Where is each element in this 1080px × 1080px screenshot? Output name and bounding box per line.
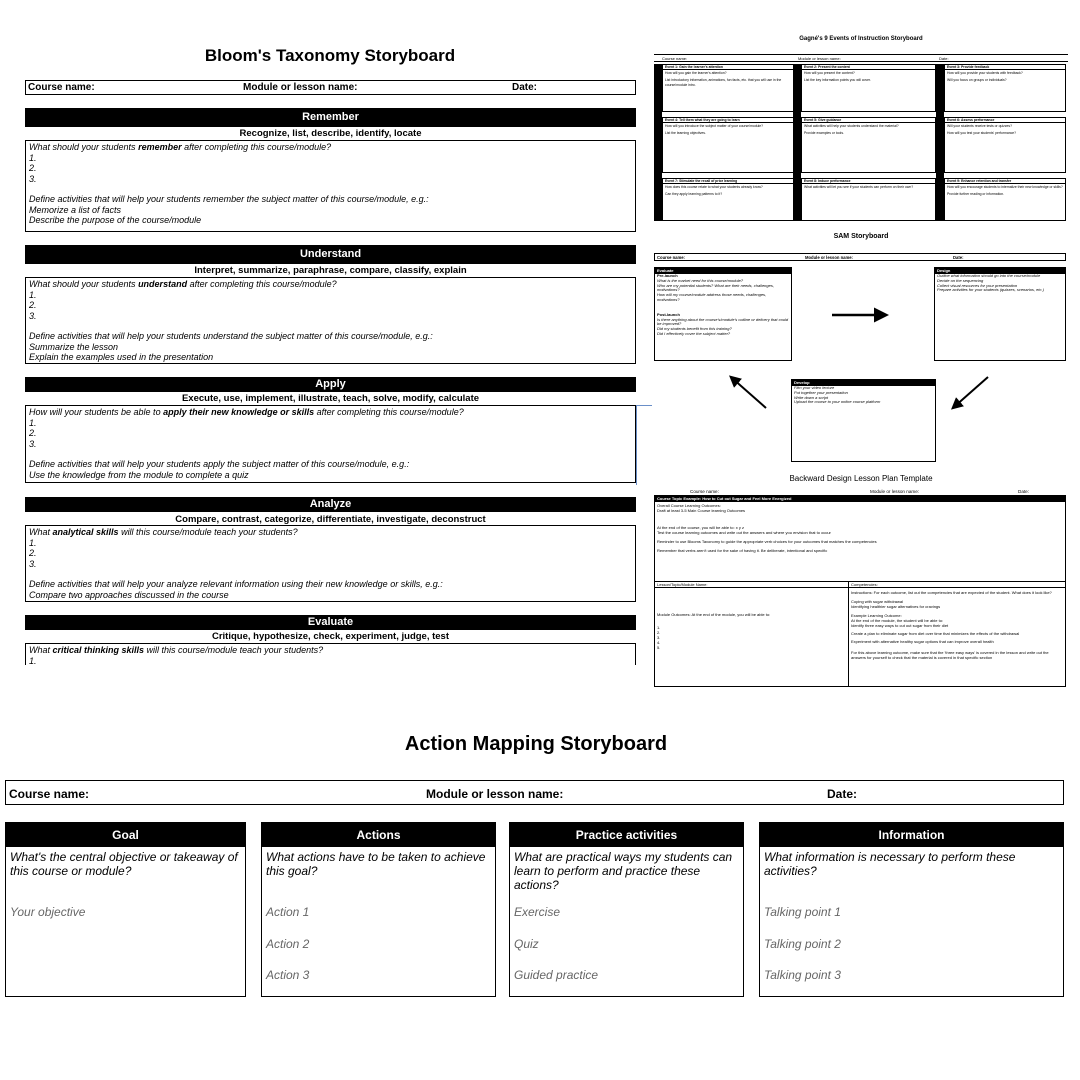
- evaluate-verbs: Critique, hypothesize, check, experiment, judge, test: [211, 631, 450, 642]
- analyze-question: What analytical skills will this course/module teach your students?: [29, 527, 298, 537]
- sam-design-header: Design: [935, 268, 1065, 274]
- remember-box: [25, 140, 636, 232]
- backward-topic: Course Topic Example: How to Cut out Sugar and Feel More Energized: [655, 496, 1065, 502]
- list-number: 1.: [29, 537, 37, 548]
- understand-example: Explain the examples used in the presentation: [29, 352, 214, 362]
- gagne-event-box: Event 3: Provide feedback How will you provide your students with feedback? Will you focus on groups or individuals?: [944, 64, 1066, 112]
- practice-header: Practice activities: [510, 823, 743, 847]
- analyze-box: [25, 525, 636, 602]
- remember-define: Define activities that will help your students remember the subject matter of this course/module, e.g.:: [29, 194, 429, 204]
- gagne-spine: [654, 64, 662, 221]
- gagne-date-label: Date:: [939, 56, 949, 61]
- gagne-spine: [936, 64, 944, 221]
- information-item: Talking point 1: [764, 905, 841, 919]
- remember-question: What should your students remember after completing this course/module?: [29, 142, 332, 152]
- list-number: 3.: [29, 173, 37, 184]
- practice-question: What are practical ways my students can learn to perform and practice these actions?: [514, 850, 733, 892]
- goal-question: What's the central objective or takeaway of this course or module?: [10, 850, 238, 878]
- analyze-example: Compare two approaches discussed in the course: [29, 589, 229, 600]
- list-number: 2.: [29, 300, 37, 310]
- apply-define: Define activities that will help your students apply the subject matter of this course/module, e.g.:: [29, 459, 410, 469]
- practice-item: Quiz: [514, 937, 539, 951]
- information-item: Talking point 2: [764, 937, 841, 951]
- list-number: 1.: [29, 289, 37, 300]
- actions-item: Action 1: [266, 905, 310, 919]
- list-number: 2.: [29, 163, 37, 173]
- arrow-down-left-icon: [954, 377, 988, 407]
- understand-header: Understand: [25, 245, 636, 264]
- remember-example: Describe the purpose of the course/module: [29, 215, 202, 225]
- sam-develop-box: Develop Film your video lecture Put together your presentation Write down a script Upload the course to your online course platform: [791, 379, 936, 462]
- list-number: 1.: [29, 152, 37, 163]
- blooms-course-label: Course name:: [28, 82, 95, 93]
- sam-info-row: [654, 253, 1066, 261]
- gagne-title: Gagné's 9 Events of Instruction Storyboard: [799, 36, 923, 42]
- sam-title: SAM Storyboard: [833, 233, 889, 240]
- gagne-module-label: Module or lesson name:: [798, 56, 841, 61]
- sam-course-label: Course name:: [657, 255, 685, 260]
- gagne-event-box: Event 1: Gain the learner's attention How will you gain the learner's attention? List introductory information, animations, fun facts, etc. that you will use in the course/module intro.: [662, 64, 797, 112]
- sam-evaluate-header: Evaluate: [655, 268, 791, 274]
- action-course-label: Course name:: [9, 787, 90, 801]
- action-mapping-title: Action Mapping Storyboard: [404, 733, 668, 755]
- gagne-event-box: Event 2: Present the content How will you present the content? List the key information points you will cover.: [801, 64, 936, 112]
- information-question: What information is necessary to perform these activities?: [764, 850, 1016, 878]
- selection-line: [636, 405, 652, 406]
- goal-item: Your objective: [10, 905, 86, 919]
- action-col-information: [759, 822, 1064, 997]
- list-number: 3.: [29, 438, 37, 449]
- blooms-storyboard: [0, 0, 650, 665]
- understand-question: What should your students understand after completing this course/module?: [29, 279, 337, 289]
- apply-header: Apply: [25, 377, 636, 392]
- information-item: Talking point 3: [764, 968, 841, 982]
- list-number: 3.: [29, 558, 37, 569]
- sam-date-label: Date:: [953, 255, 964, 260]
- blooms-module-label: Module or lesson name:: [243, 82, 358, 93]
- gagne-info-row: [654, 54, 1068, 62]
- backward-competencies-col: Competencies: Instructions: For each outcome, list out the competencies that are expected of the student. What does it look like? Coping with sugar withdrawal Identifying healthier sugar alternatives for cravings Example Learning Outcome: At the end of the module, the student will be able to: Identify three easy ways to cut out sugar from their diet Create a plan to eliminate sugar from diet over time that minimizes the effects of the withdrawal Experiment with alternative healthy sugar options that can improve overall health For this above learning outcome, make sure that the 'three easy ways' is covered in the lesson and write out the answers for yourself to check that the material is covered in that specific section: [849, 582, 1065, 686]
- goal-header: Goal: [6, 823, 245, 847]
- backward-date-label: Date:: [1018, 489, 1029, 494]
- information-header: Information: [760, 823, 1063, 847]
- gagne-course-label: Course name:: [662, 56, 688, 61]
- apply-box: [25, 405, 636, 483]
- understand-define: Define activities that will help your students understand the subject matter of this course/module, e.g.:: [29, 331, 433, 341]
- blooms-info-row: [25, 80, 636, 95]
- action-date-label: Date:: [827, 787, 858, 801]
- remember-verbs: Recognize, list, describe, identify, locate: [239, 128, 422, 139]
- apply-question: How will your students be able to apply their new knowledge or skills after completing this course/module?: [29, 407, 464, 417]
- evaluate-box: [25, 643, 636, 665]
- sam-develop-header: Develop: [792, 380, 935, 386]
- gagne-event-box: Event 4: Tell them what they are going to learn How will you introduce the subject matter of your course/module? List the learning objectives.: [662, 117, 797, 173]
- analyze-header: Analyze: [25, 497, 636, 512]
- action-mapping-info-row: [5, 780, 1064, 805]
- backward-module-label: Module or lesson name:: [870, 489, 920, 494]
- list-number: 2.: [29, 428, 37, 438]
- practice-item: Exercise: [514, 905, 561, 919]
- sam-design-box: Design Outline what information should go into the course/module Decide on the sequencing Collect visual resources for your presentation Prepare activities for your students (quizzes, scenarios, etc.): [934, 267, 1066, 361]
- blooms-title: Bloom's Taxonomy Storyboard: [204, 46, 456, 65]
- apply-verbs: Execute, use, implement, illustrate, teach, solve, modify, calculate: [181, 393, 480, 404]
- list-number: 1.: [29, 417, 37, 428]
- gagne-event-box: Event 7: Stimulate the recall of prior learning How does this course relate to what your students already know? Can they apply learning patterns to it?: [662, 178, 797, 221]
- remember-header: Remember: [25, 108, 636, 127]
- action-module-label: Module or lesson name:: [426, 787, 564, 801]
- backward-overall: Overall Course Learning Outcomes: Draft at least 3-5 Main Course learning Outcomes At the end of the course, you will be able to: x y z Test the course learning outcomes and write out the answers and where you envision that to occur Reminder to use Blooms Taxonomy to guide the appropriate verb choices for your outcomes that matches the competencies Remember that verbs aren't used for the sake of having it. Be deliberate, intentional and specific: [655, 502, 1065, 582]
- backward-course-label: Course name:: [690, 489, 719, 494]
- understand-verbs: Interpret, summarize, paraphrase, compare, classify, explain: [194, 265, 467, 276]
- blooms-date-label: Date:: [512, 82, 538, 93]
- understand-example: Summarize the lesson: [29, 341, 119, 352]
- actions-item: Action 3: [266, 968, 310, 982]
- evaluate-question: What critical thinking skills will this course/module teach your students?: [29, 645, 324, 655]
- action-col-actions: [261, 822, 496, 997]
- gagne-event-box: Event 8: Induce performance What activities will let you see if your students can perform on their own?: [801, 178, 936, 221]
- remember-example: Memorize a list of facts: [29, 204, 122, 215]
- backward-title: Backward Design Lesson Plan Template: [789, 474, 933, 483]
- list-number: 1.: [29, 655, 37, 665]
- action-col-practice: [509, 822, 744, 997]
- backward-lesson-col: Lesson/Topic/Module Name: Module Outcomes: At the end of the module, you will be able to: 1. 2. 3. 4. 5.: [655, 582, 849, 686]
- gagne-storyboard: [652, 36, 1070, 224]
- analyze-define: Define activities that will help your analyze relevant information using their new knowledge or skills, e.g.:: [29, 579, 443, 589]
- gagne-event-box: Event 9: Enhance retention and transfer How will you encourage students to internalize their new knowledge or skills? Provide further reading or information.: [944, 178, 1066, 221]
- actions-question: What actions have to be taken to achieve this goal?: [266, 850, 486, 878]
- arrow-up-left-icon: [732, 378, 766, 408]
- actions-header: Actions: [262, 823, 495, 847]
- understand-box: [25, 277, 636, 364]
- gagne-event-box: Event 5: Give guidance What activities will help your students understand the material? Provide examples or tools.: [801, 117, 936, 173]
- sam-module-label: Module or lesson name:: [805, 255, 853, 260]
- sam-arrows: [652, 262, 1070, 472]
- practice-item: Guided practice: [514, 968, 599, 982]
- apply-example: Use the knowledge from the module to complete a quiz: [29, 469, 249, 480]
- backward-table: [654, 495, 1066, 687]
- list-number: 3.: [29, 310, 37, 321]
- sam-evaluate-box: Evaluate Pre-launch What is the market need for this course/module? Who are my potential students? What are their needs, challenges, motivations? How will my course/module address those needs, challenges, motivations? Post-launch Is there anything about the course's/module's outline or delivery that could be improved? Did my students benefit from this training? Did I effectively cover the subject matter?: [654, 267, 792, 361]
- list-number: 2.: [29, 548, 37, 558]
- gagne-event-box: Event 6: Assess performance Will your students receive tests or quizzes? How will you test your students' performance?: [944, 117, 1066, 173]
- selection-line: [636, 405, 637, 485]
- analyze-verbs: Compare, contrast, categorize, differentiate, investigate, deconstruct: [175, 514, 486, 525]
- evaluate-header: Evaluate: [25, 615, 636, 630]
- action-col-goal: [5, 822, 246, 997]
- actions-item: Action 2: [266, 937, 310, 951]
